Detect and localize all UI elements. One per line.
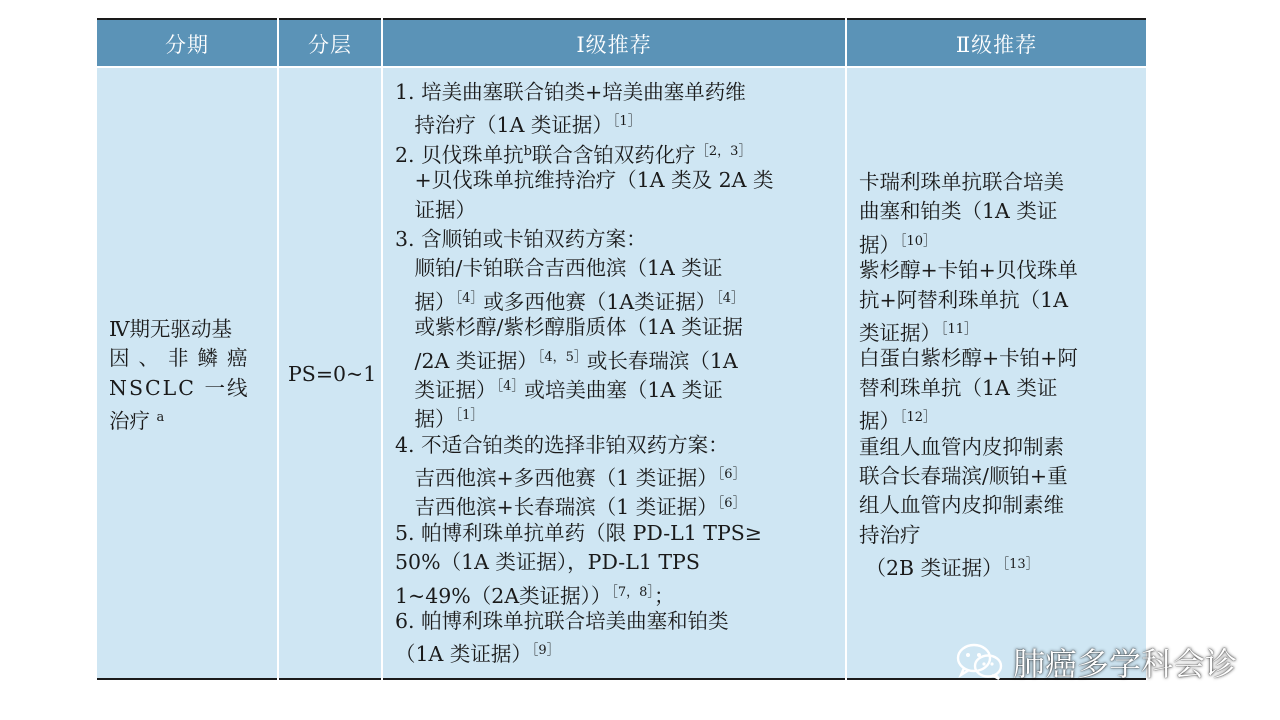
level1-cell xyxy=(395,78,773,666)
line-text: 白蛋白紫杉醇+卡铂+阿 xyxy=(859,346,1078,371)
citation-mark: b xyxy=(523,143,532,159)
text-line xyxy=(395,548,773,577)
text-line xyxy=(395,460,773,489)
recommendation-table xyxy=(97,18,1146,680)
stage-line: Ⅳ期无驱动基 xyxy=(109,317,232,341)
text-line xyxy=(859,256,1078,285)
citation-mark: ［12］ xyxy=(900,410,937,426)
citation-mark: ［4，5］ xyxy=(537,349,587,365)
line-text: 组人血管内皮抑制素维 xyxy=(859,493,1064,518)
text-line xyxy=(859,197,1078,226)
text-line xyxy=(859,550,1078,579)
header-level2: Ⅱ级推荐 xyxy=(955,33,1038,57)
citation-mark: ［2，3］ xyxy=(695,143,752,159)
stage-text: 治疗 xyxy=(109,409,150,434)
wechat-icon xyxy=(955,642,1005,682)
citation-mark: ［1］ xyxy=(612,114,641,130)
line-text: 吉西他滨+多西他赛（1 类证据） xyxy=(395,466,718,491)
text-line xyxy=(395,607,773,636)
header-stage: 分期 xyxy=(165,33,209,57)
text-line xyxy=(859,403,1078,432)
line-text-continued: 或长春瑞滨（1A xyxy=(586,348,738,373)
line-text: 3. 含顺铂或卡铂双药方案： xyxy=(395,226,647,251)
header-level1: Ⅰ级推荐 xyxy=(576,33,652,57)
line-text: +贝伐珠单抗维持治疗（1A 类及 2A 类 xyxy=(395,168,774,193)
line-text: 卡瑞利珠单抗联合培美 xyxy=(859,170,1064,194)
line-text: /2A 类证据） xyxy=(395,348,538,373)
line-text: 吉西他滨+长春瑞滨（1 类证据） xyxy=(395,495,718,520)
column-divider xyxy=(277,18,279,680)
line-text: 曲塞和铂类（1A 类证 xyxy=(859,199,1058,224)
citation-mark: ［4］ xyxy=(496,378,525,394)
line-text: 或紫杉醇/紫杉醇脂质体（1A 类证据 xyxy=(395,315,743,340)
stage-cell xyxy=(109,315,257,433)
layer-cell: PS=0~1 xyxy=(288,362,377,386)
line-text: 持治疗 xyxy=(859,522,921,547)
text-line xyxy=(395,254,773,283)
text-line xyxy=(395,636,773,665)
text-line xyxy=(395,431,773,460)
text-line xyxy=(395,313,773,342)
stage-line: 因、非鳞癌 xyxy=(109,346,257,371)
citation-mark: ［10］ xyxy=(900,233,937,249)
line-text: 紫杉醇+卡铂+贝伐珠单 xyxy=(859,258,1078,283)
line-text: 重组人血管内皮抑制素 xyxy=(859,434,1064,459)
line-text: （2B 类证据） xyxy=(859,556,1003,581)
line-text: 50%（1A 类证据），PD-L1 TPS xyxy=(395,550,700,575)
header-divider xyxy=(97,66,1146,68)
citation-mark: ［4］ xyxy=(716,290,744,306)
line-text: 2. 贝伐珠单抗 xyxy=(395,142,524,167)
line-text: 据） xyxy=(859,409,900,434)
line-text: 类证据） xyxy=(859,320,941,345)
line-text: 据） xyxy=(395,289,456,314)
text-line xyxy=(395,225,773,254)
text-line xyxy=(859,374,1078,403)
text-line xyxy=(395,578,773,607)
line-text-continued: 或多西他赛（1A类证据） xyxy=(483,289,717,314)
text-line xyxy=(859,462,1078,491)
text-line xyxy=(395,401,773,430)
stage-footnote-mark: a xyxy=(156,410,165,426)
stage-line-last xyxy=(109,403,257,432)
citation-mark: ［4］ xyxy=(455,290,484,306)
text-line xyxy=(395,78,773,107)
line-text: 联合长春瑞滨/顺铂+重 xyxy=(859,463,1068,488)
line-text: 替利珠单抗（1A 类证 xyxy=(859,375,1058,400)
text-line xyxy=(395,284,773,313)
text-line xyxy=(395,166,773,195)
line-text: 5. 帕博利珠单抗单药（限 PD-L1 TPS≥ xyxy=(395,520,762,545)
text-line xyxy=(395,519,773,548)
line-text: 据） xyxy=(395,407,456,432)
line-text: （1A 类证据） xyxy=(395,642,532,667)
line-text: 抗+阿替利珠单抗（1A xyxy=(859,287,1069,312)
watermark xyxy=(955,640,1237,684)
line-text: 类证据） xyxy=(395,377,497,402)
text-line xyxy=(859,491,1078,520)
citation-mark: ［6］ xyxy=(717,496,746,512)
line-text: 顺铂/卡铂联合吉西他滨（1A 类证 xyxy=(395,256,723,281)
line-text: 1~49%（2A类证据）） xyxy=(395,583,612,608)
text-line xyxy=(395,489,773,518)
text-line xyxy=(859,344,1078,373)
line-text: 6. 帕博利珠单抗联合培美曲塞和铂类 xyxy=(395,609,729,634)
text-line xyxy=(859,168,1078,197)
header-layer: 分层 xyxy=(308,33,352,57)
line-text: 1. 培美曲塞联合铂类+培美曲塞单药维 xyxy=(395,80,746,104)
level2-cell xyxy=(859,168,1078,579)
line-text: 证据） xyxy=(395,197,477,222)
citation-mark: ［13］ xyxy=(1002,557,1039,573)
watermark-text: 肺癌多学科会诊 xyxy=(1013,645,1238,683)
text-line xyxy=(859,315,1078,344)
column-divider xyxy=(381,18,383,680)
table-header xyxy=(97,18,1146,68)
text-line xyxy=(395,343,773,372)
text-line xyxy=(859,433,1078,462)
column-divider xyxy=(845,18,847,680)
text-line xyxy=(395,372,773,401)
line-text-continued: 或培美曲塞（1A 类证 xyxy=(524,377,723,402)
line-text: 4. 不适合铂类的选择非铂双药方案： xyxy=(395,432,729,457)
text-line xyxy=(395,196,773,225)
text-line xyxy=(859,286,1078,315)
text-line xyxy=(395,137,773,166)
line-text: 据） xyxy=(859,232,900,257)
line-text-continued: ； xyxy=(653,583,675,608)
citation-mark: ［11］ xyxy=(941,321,978,337)
citation-mark: ［6］ xyxy=(717,467,746,483)
text-line xyxy=(859,521,1078,550)
citation-mark: ［7，8］ xyxy=(611,584,654,600)
citation-mark: ［1］ xyxy=(455,408,484,424)
citation-mark: ［9］ xyxy=(531,643,560,659)
text-line xyxy=(395,107,773,136)
line-text: 持治疗（1A 类证据） xyxy=(395,113,613,138)
text-line xyxy=(859,227,1078,256)
stage-line: NSCLC 一线 xyxy=(109,375,250,400)
line-text-continued: 联合含铂双药化疗 xyxy=(531,142,696,167)
